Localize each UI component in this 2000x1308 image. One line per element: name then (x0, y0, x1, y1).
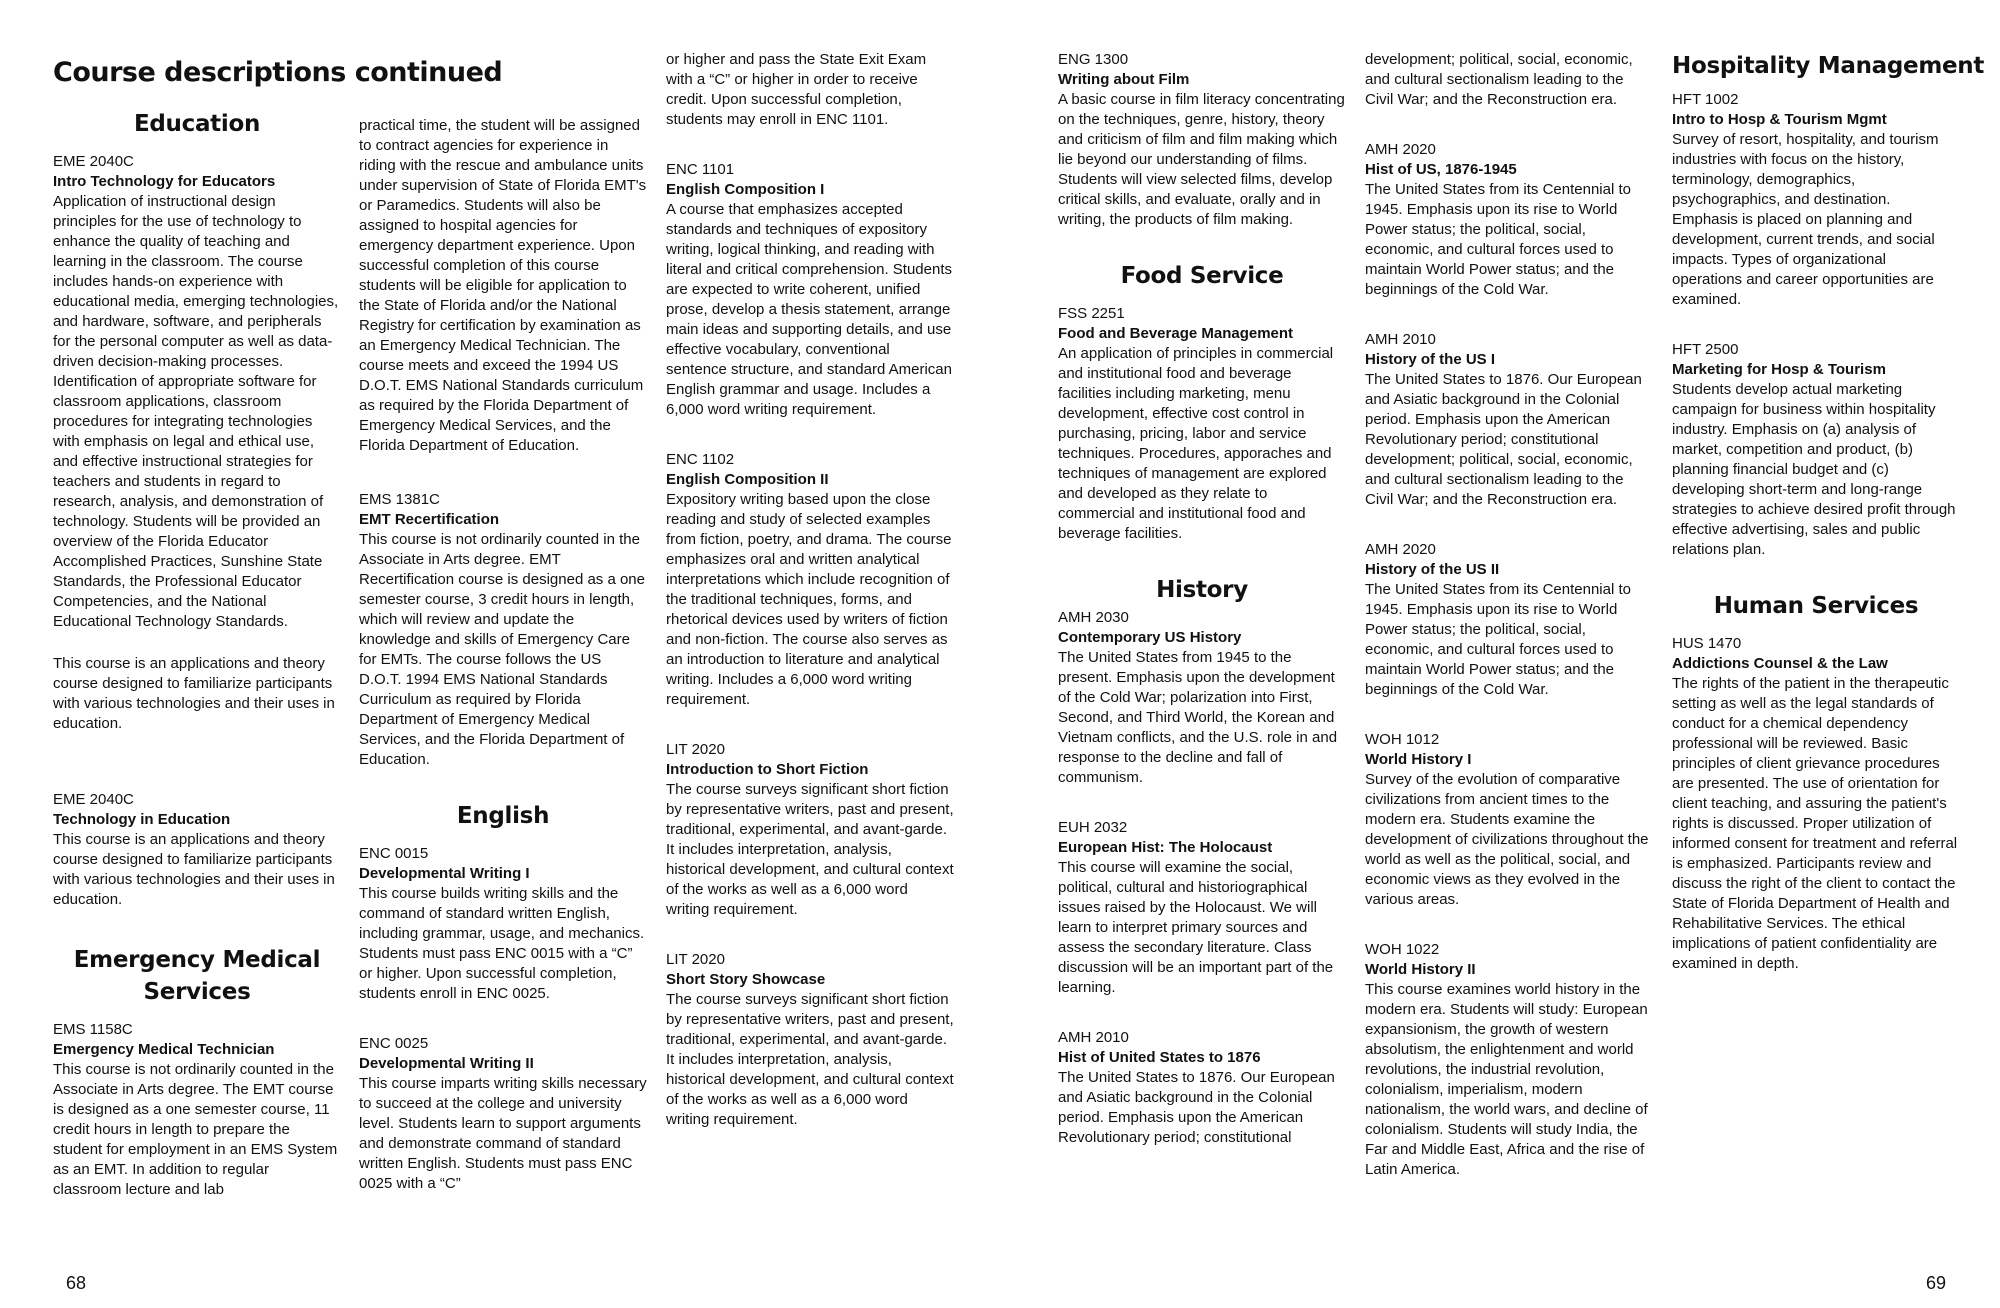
course-code: LIT 2020 (666, 741, 725, 758)
course-description: The course surveys significant short fiction by representative writers, past and present, traditional, experimental, and avant-garde. It includes interpretation, analysis, historical development, and cultural context of the works as well as a 6,000 word writing requirement. (666, 991, 954, 1128)
course-description: The United States from 1945 to the present. Emphasis upon the development of the Cold War; polarization into First, Second, and Third World, the Korean and Vietnam conflicts, and the U.S. role in and response to the decline and fall of communism. (1058, 649, 1338, 786)
course-code: ENC 0025 (359, 1035, 429, 1052)
course-code: HUS 1470 (1672, 635, 1742, 652)
course-entry (1365, 540, 1653, 700)
course-code: FSS 2251 (1058, 305, 1125, 322)
course-code: ENC 0015 (359, 845, 429, 862)
course-description: Application of instructional design principles for the use of technology to enhance the quality of teaching and learning in the classroom. The course includes hands-on experience with educational media, emerging technologies, and hardware, software, and peripherals for the personal computer as well as data-driven decision-making processes. Identification of appropriate software for classroom applications, classroom procedures for integrating technologies with emphasis on legal and ethical use, and effective instructional strategies for teachers and students in regard to research, analysis, and demonstration of technology. Students will be provided an overview of the Florida Educator Accomplished Practices, Sunshine State Standards, the Professional Educator Competencies, and the National Educational Technology Standards. (53, 193, 339, 630)
course-description: Survey of resort, hospitality, and tourism industries with focus on the history, terminology, demographics, psychographics, and destination. Emphasis is placed on planning and development, current trends, and social impacts. Types of organizational operations and career opportunities are examined. (1672, 131, 1939, 308)
course-code: EME 2040C (53, 791, 134, 808)
course-description: This course will examine the social, political, cultural and historiographical issues raised by the Holocaust. We will learn to interpret primary sources and assess the secondary literature. Class discussion will be an important part of the learning. (1058, 859, 1334, 996)
section-heading-english: English (456, 803, 550, 829)
course-title: Technology in Education (53, 811, 231, 828)
course-title: English Composition II (666, 471, 829, 488)
column-4 (1058, 50, 1346, 1188)
course-title: English Composition I (666, 181, 825, 198)
course-title: Hist of US, 1876-1945 (1365, 161, 1517, 178)
section-heading-hospitality: Hospitality Management (1672, 53, 1985, 79)
course-title: Hist of United States to 1876 (1058, 1049, 1261, 1066)
course-code: AMH 2020 (1365, 541, 1436, 558)
course-description: This course examines world history in the modern era. Students will study: European expansionism, the growth of western absolutism, the enlightenment and world revolutions, the industrial revolution, colonialism, imperialism, modern nationalism, the world wars, and decline of colonialism. Students will study India, the Far and Middle East, Africa and the rise of Latin America. (1365, 981, 1648, 1178)
course-entry (1672, 90, 1960, 310)
course-continuation (1365, 50, 1653, 110)
course-description: The United States to 1876. Our European and Asiatic background in the Colonial period. Emphasis upon the American Revolutionary period; constitutional (1058, 1069, 1335, 1146)
course-title: Introduction to Short Fiction (666, 761, 869, 778)
course-code: AMH 2010 (1365, 331, 1436, 348)
section-heading-education: Education (133, 111, 261, 137)
course-description: This course is not ordinarily counted in the Associate in Arts degree. The EMT course is designed as a one semester course, 11 credit hours in length to prepare the student for employment in an EMS System as an EMT. In addition to regular classroom lecture and lab (53, 1061, 338, 1198)
course-description: Expository writing based upon the close reading and study of selected examples from fiction, poetry, and drama. The course emphasizes oral and written analytical interpretations which include recognition of the traditional techniques, forms, and rhetorical devices used by writers of fiction and non-fiction. The course also serves as an introduction to literature and analytical writing. Includes a 6,000 word writing requirement. (666, 491, 952, 708)
course-description: The course surveys significant short fiction by representative writers, past and present, traditional, experimental, and avant-garde. It includes interpretation, analysis, historical development, and cultural context of the works as well as a 6,000 word writing requirement. (666, 781, 954, 918)
course-entry (1058, 1028, 1346, 1148)
course-code: WOH 1022 (1365, 941, 1440, 958)
section-heading-ems (53, 944, 341, 1008)
course-code: EUH 2032 (1058, 819, 1128, 836)
page-number-left: 68 (66, 1273, 87, 1293)
course-description: The United States from its Centennial to 1945. Emphasis upon its rise to World Power status; the political, social, economic, and cultural forces used to maintain World Power status; and the beginnings of the Cold War. (1365, 181, 1631, 298)
course-entry (666, 950, 954, 1130)
course-entry (1058, 608, 1346, 788)
course-entry (359, 490, 647, 770)
section-heading-ems-line2: Services (143, 979, 251, 1005)
section-heading-human-services: Human Services (1713, 593, 1919, 619)
course-description: Students develop actual marketing campaign for business within hospitality industry. Emphasis on (a) analysis of market, competition and product, (b) planning financial budget and (c) developing short-term and long-range strategies to achieve desired profit through effective advertising, sales and public relations plan. (1672, 381, 1956, 558)
course-description: The rights of the patient in the therapeutic setting as well as the legal standards of conduct for a chemical dependency professional will be reviewed. Basic principles of client grievance procedures are presented. The use of orientation for client teaching, and assuring the patient's rights is discussed. Proper utilization of informed consent for treatment and referral is emphasized. Participants review and discuss the right of the client to contact the State of Florida Department of Health and Rehabilitative Services. The ethical implications of patient confidentiality are examined in depth. (1672, 675, 1958, 972)
course-title: European Hist: The Holocaust (1058, 839, 1273, 856)
course-title: Emergency Medical Technician (53, 1041, 275, 1058)
course-entry (1058, 304, 1346, 544)
course-description: development; political, social, economic, and cultural sectionalism leading to the Civil War; and the Reconstruction era. (1365, 51, 1633, 108)
column-2 (359, 116, 647, 1234)
course-description: Survey of the evolution of comparative civilizations from ancient times to the modern era. Students examine the development of civilizations throughout the world as well as the political, social, and economic views as they evolved in the various areas. (1365, 771, 1649, 908)
course-title: Intro Technology for Educators (53, 173, 276, 190)
course-description: This course is an applications and theory course designed to familiarize participants with various technologies and their uses in education. (53, 831, 335, 908)
course-description: practical time, the student will be assigned to contract agencies for experience in riding with the rescue and ambulance units under supervision of State of Florida EMT's or Paramedics. Students will also be assigned to hospital agencies for emergency department experience. Upon successful completion of this course students will be eligible for application to the State of Florida and/or the National Registry for certification by examination as an Emergency Medical Technician. The course meets and exceed the 1994 US D.O.T. EMS National Standards curriculum as required by the Florida Department of Emergency Medical Services, and the Florida Department of Education. (359, 117, 647, 454)
course-entry (1365, 940, 1653, 1180)
course-entry (666, 740, 954, 920)
course-description: This course is an applications and theory course designed to familiarize participants with various technologies and their uses in education. (53, 655, 335, 732)
course-entry (666, 160, 954, 420)
page-number-right: 69 (1926, 1273, 1947, 1293)
course-code: AMH 2030 (1058, 609, 1129, 626)
course-entry (359, 1034, 647, 1194)
course-title: EMT Recertification (359, 511, 500, 528)
course-code: HFT 1002 (1672, 91, 1739, 108)
column-3 (666, 50, 954, 1170)
course-code: WOH 1012 (1365, 731, 1440, 748)
course-description: The United States from its Centennial to 1945. Emphasis upon its rise to World Power status; the political, social, economic, and cultural forces used to maintain World Power status; and the beginnings of the Cold War. (1365, 581, 1631, 698)
column-5 (1365, 50, 1653, 1220)
course-entry (1365, 140, 1653, 300)
course-code: ENC 1102 (666, 451, 735, 468)
course-entry (1058, 818, 1346, 998)
course-description: An application of principles in commercial and institutional food and beverage facilities including marketing, menu development, effective cost control in purchasing, pricing, labor and service techniques. Procedures, apporaches and techniques of management are explored and developed as they relate to commercial and institutional food and beverage facilities. (1058, 345, 1334, 542)
course-title: Developmental Writing II (359, 1055, 534, 1072)
course-code: EME 2040C (53, 153, 134, 170)
course-entry (1058, 50, 1346, 230)
course-description: The United States to 1876. Our European and Asiatic background in the Colonial period. Emphasis upon the American Revolutionary period; constitutional development; political, social, economic, and cultural sectionalism leading to the Civil War; and the Reconstruction era. (1365, 371, 1642, 508)
course-code: AMH 2010 (1058, 1029, 1129, 1046)
course-title: History of the US II (1365, 561, 1500, 578)
course-description: A course that emphasizes accepted standards and techniques of expository writing, logical thinking, and reading with literal and critical comprehension. Students are expected to write coherent, unified prose, develop a thesis statement, arrange main ideas and supporting details, and use effective vocabulary, conventional sentence structure, and standard American English grammar and usage. Includes a 6,000 word writing requirement. (666, 201, 952, 418)
course-title: Food and Beverage Management (1058, 325, 1294, 342)
course-description: This course is not ordinarily counted in the Associate in Arts degree. EMT Recertification course is designed as a one semester course, 3 credit hours in length, which will review and update the knowledge and skills of Emergency Care for EMTs. The course follows the US D.O.T. 1994 EMS National Standards Curriculum as required by Florida Department of Emergency Medical Services, and the Florida Department of Education. (359, 531, 645, 768)
course-code: LIT 2020 (666, 951, 725, 968)
course-entry (1365, 330, 1653, 510)
course-title: Intro to Hosp & Tourism Mgmt (1672, 111, 1887, 128)
course-title: History of the US I (1365, 351, 1496, 368)
course-continuation (359, 116, 647, 456)
course-description: This course imparts writing skills necessary to succeed at the college and university level. Students learn to support arguments and demonstrate command of standard written English. Students must pass ENC 0025 with a “C” (359, 1075, 647, 1192)
course-code: ENC 1101 (666, 161, 735, 178)
course-entry (53, 1020, 341, 1200)
course-continuation (666, 50, 954, 130)
section-heading-ems-line1: Emergency Medical (73, 947, 321, 973)
course-description: This course builds writing skills and the command of standard written English, including grammar, usage, and mechanics. Students must pass ENC 0015 with a “C” or higher. Upon successful completion, students enroll in ENC 0025. (359, 885, 645, 1002)
course-entry (1672, 340, 1960, 560)
course-entry (1365, 730, 1653, 910)
course-title: World History I (1365, 751, 1472, 768)
course-title: Contemporary US History (1058, 629, 1242, 646)
course-code: ENG 1300 (1058, 51, 1129, 68)
course-title: Writing about Film (1058, 71, 1190, 88)
course-description: or higher and pass the State Exit Exam with a “C” or higher in order to receive credit. Upon successful completion, students may enroll in ENC 1101. (666, 51, 927, 128)
column-6 (1672, 50, 1985, 1014)
course-code: EMS 1381C (359, 491, 440, 508)
course-description: A basic course in film literacy concentrating on the techniques, genre, history, theory and criticism of film and film making which lie beyond our understanding of films. Students will view selected films, develop critical skills, and evaluate, orally and in writing, the products of film making. (1058, 91, 1345, 228)
course-title: Developmental Writing I (359, 865, 530, 882)
course-entry (359, 844, 647, 1004)
course-title: Short Story Showcase (666, 971, 826, 988)
section-heading-food-service: Food Service (1120, 263, 1284, 289)
course-entry (1672, 634, 1960, 974)
course-entry (53, 790, 341, 910)
page-title: Course descriptions continued (53, 57, 503, 88)
section-heading-history: History (1156, 577, 1248, 603)
course-entry (53, 654, 341, 734)
course-entry (666, 450, 954, 710)
course-code: AMH 2020 (1365, 141, 1436, 158)
course-code: EMS 1158C (53, 1021, 133, 1038)
course-entry (53, 152, 341, 632)
course-title: Addictions Counsel & the Law (1672, 655, 1888, 672)
course-code: HFT 2500 (1672, 341, 1739, 358)
course-title: Marketing for Hosp & Tourism (1672, 361, 1886, 378)
course-title: World History II (1365, 961, 1476, 978)
